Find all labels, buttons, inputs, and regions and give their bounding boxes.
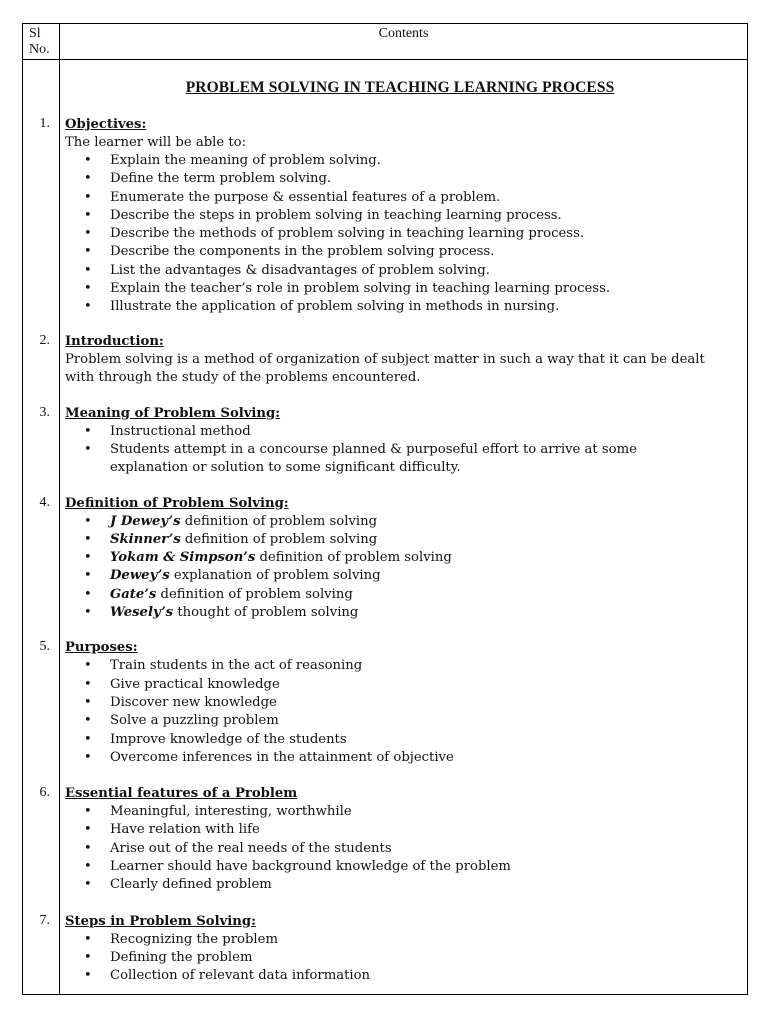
section-heading: Purposes: [65,640,138,656]
list-item-text: Recognizing the problem [110,931,278,947]
list-item-text: definition of problem solving [255,550,452,566]
section-heading: Meaning of Problem Solving: [65,405,281,421]
section-steps [39,912,740,986]
bullet-icon: • [84,877,92,893]
author-name: Skinner’s [110,531,181,547]
list-item-text: Train students in the act of reasoning [110,658,363,674]
list-item [60,749,740,767]
section-number: 4. [39,494,50,510]
list-item-text: Students attempt in a concourse planned & purposeful effort to arrive at some explanation or solution to some significant difficulty. [110,441,637,476]
section-objectives [39,116,740,317]
bullet-icon: • [84,568,92,584]
bullet-icon: • [84,189,92,205]
section-number: 7. [39,912,50,928]
list-item [60,803,740,821]
bullet-icon: • [84,207,92,223]
bullet-list [60,513,740,623]
author-name: Wesely’s [110,605,174,621]
list-item-text: Instructional method [110,423,251,439]
list-item [60,441,740,478]
author-name: Dewey’s [110,568,170,584]
list-item-text: Solve a puzzling problem [110,713,279,729]
list-item-text: Have relation with life [110,822,260,838]
list-item [60,170,740,188]
list-item [60,712,740,730]
bullet-list [60,803,740,894]
list-item [60,225,740,243]
bullet-icon: • [84,605,92,621]
list-item [60,840,740,858]
bullet-icon: • [84,676,92,692]
section-essential-features [39,785,740,894]
list-item-text: definition of problem solving [156,586,353,602]
bullet-icon: • [84,531,92,547]
section-introduction [39,332,740,387]
list-item-text: thought of problem solving [173,605,359,621]
list-item-text: Describe the components in the problem solving process. [110,244,495,260]
list-item [60,531,740,549]
list-item [60,821,740,839]
list-item [60,586,740,604]
list-item-text: Improve knowledge of the students [110,731,347,747]
sl-no-header: Sl No. [23,24,60,60]
list-item-text: Meaningful, interesting, worthwhile [110,804,352,820]
list-item-text: Clearly defined problem [110,877,272,893]
author-name: J Dewey’s [110,513,181,529]
list-item-text: Explain the meaning of problem solving. [110,153,381,168]
list-item-text: Discover new knowledge [110,694,277,710]
bullet-icon: • [84,968,92,984]
list-item [60,967,740,985]
list-item [60,189,740,207]
list-item [60,207,740,225]
bullet-icon: • [84,262,92,278]
bullet-icon: • [84,713,92,729]
bullet-icon: • [84,694,92,710]
list-item [60,262,740,280]
list-item [60,657,740,675]
bullet-icon: • [84,749,92,765]
bullet-list [60,152,740,317]
section-number: 5. [39,639,50,655]
list-item [60,549,740,567]
list-item-text: Overcome inferences in the attainment of objective [110,749,454,765]
list-item [60,858,740,876]
bullet-icon: • [84,840,92,856]
list-item [60,949,740,967]
author-name: Gate’s [110,586,157,602]
list-item-text: Describe the methods of problem solving in teaching learning process. [110,226,585,242]
bullet-icon: • [84,299,92,315]
section-heading: Definition of Problem Solving: [65,495,289,511]
list-item-text: Collection of relevant data information [110,968,371,984]
list-item [60,280,740,298]
bullet-icon: • [84,423,92,439]
section-meaning [39,404,740,478]
list-item [60,298,740,316]
list-item-text: definition of problem solving [180,513,378,529]
list-item [60,676,740,694]
list-item [60,513,740,531]
section-heading: Objectives: [65,117,147,132]
bullet-icon: • [84,931,92,947]
bullet-icon: • [84,731,92,747]
list-item [60,931,740,949]
section-number: 6. [39,785,50,801]
bullet-icon: • [84,513,92,529]
bullet-icon: • [84,281,92,297]
section-heading: Essential features of a Problem [65,786,298,802]
list-item-text: Define the term problem solving. [110,171,332,187]
bullet-icon: • [84,226,92,242]
section-number: 3. [39,404,50,420]
list-item-text: Give practical knowledge [110,676,280,692]
bullet-icon: • [84,822,92,838]
list-item [60,243,740,261]
bullet-list [60,931,740,986]
list-item-text: explanation of problem solving [169,568,381,584]
content-area [39,60,740,986]
bullet-icon: • [84,550,92,566]
list-item-text: Describe the steps in problem solving in teaching learning process. [110,207,562,223]
list-item-text: definition of problem solving [180,531,378,547]
list-item [60,423,740,441]
list-item-text: Illustrate the application of problem solving in methods in nursing. [110,299,560,315]
list-item [60,876,740,894]
bullet-icon: • [84,859,92,875]
bullet-icon: • [84,586,92,602]
list-item [60,694,740,712]
list-item [60,567,740,585]
bullet-icon: • [84,804,92,820]
list-item-text: Explain the teacher’s role in problem solving in teaching learning process. [110,281,611,297]
list-item-text: Defining the problem [110,949,253,965]
document-title: PROBLEM SOLVING IN TEACHING LEARNING PROCESS [185,79,615,96]
section-intro: The learner will be able to: [65,135,247,150]
bullet-list [60,657,740,767]
section-definition [39,494,740,623]
list-item-text: List the advantages & disadvantages of problem solving. [110,262,490,278]
section-heading: Introduction: [65,333,164,349]
section-heading: Steps in Problem Solving: [65,913,256,929]
table-header-row [23,24,748,60]
bullet-icon: • [84,658,92,674]
bullet-icon: • [84,244,92,260]
number-column [23,60,60,995]
section-paragraph: Problem solving is a method of organization of subject matter in such a way that it can be dealt with through the study of the problems encountered. [65,351,705,385]
section-number: 2. [39,332,50,348]
section-number: 1. [39,116,50,131]
list-item [60,152,740,170]
bullet-icon: • [84,171,92,187]
list-item-text: Arise out of the real needs of the students [110,840,392,856]
bullet-icon: • [84,153,92,168]
list-item [60,731,740,749]
list-item-text: Enumerate the purpose & essential features of a problem. [110,189,501,205]
contents-header: Contents [60,24,748,60]
author-name: Yokam & Simpson’s [110,550,256,566]
bullet-icon: • [84,441,92,457]
bullet-icon: • [84,949,92,965]
section-purposes [39,639,740,767]
bullet-list [60,423,740,478]
list-item [60,604,740,622]
list-item-text: Learner should have background knowledge of the problem [110,859,511,875]
